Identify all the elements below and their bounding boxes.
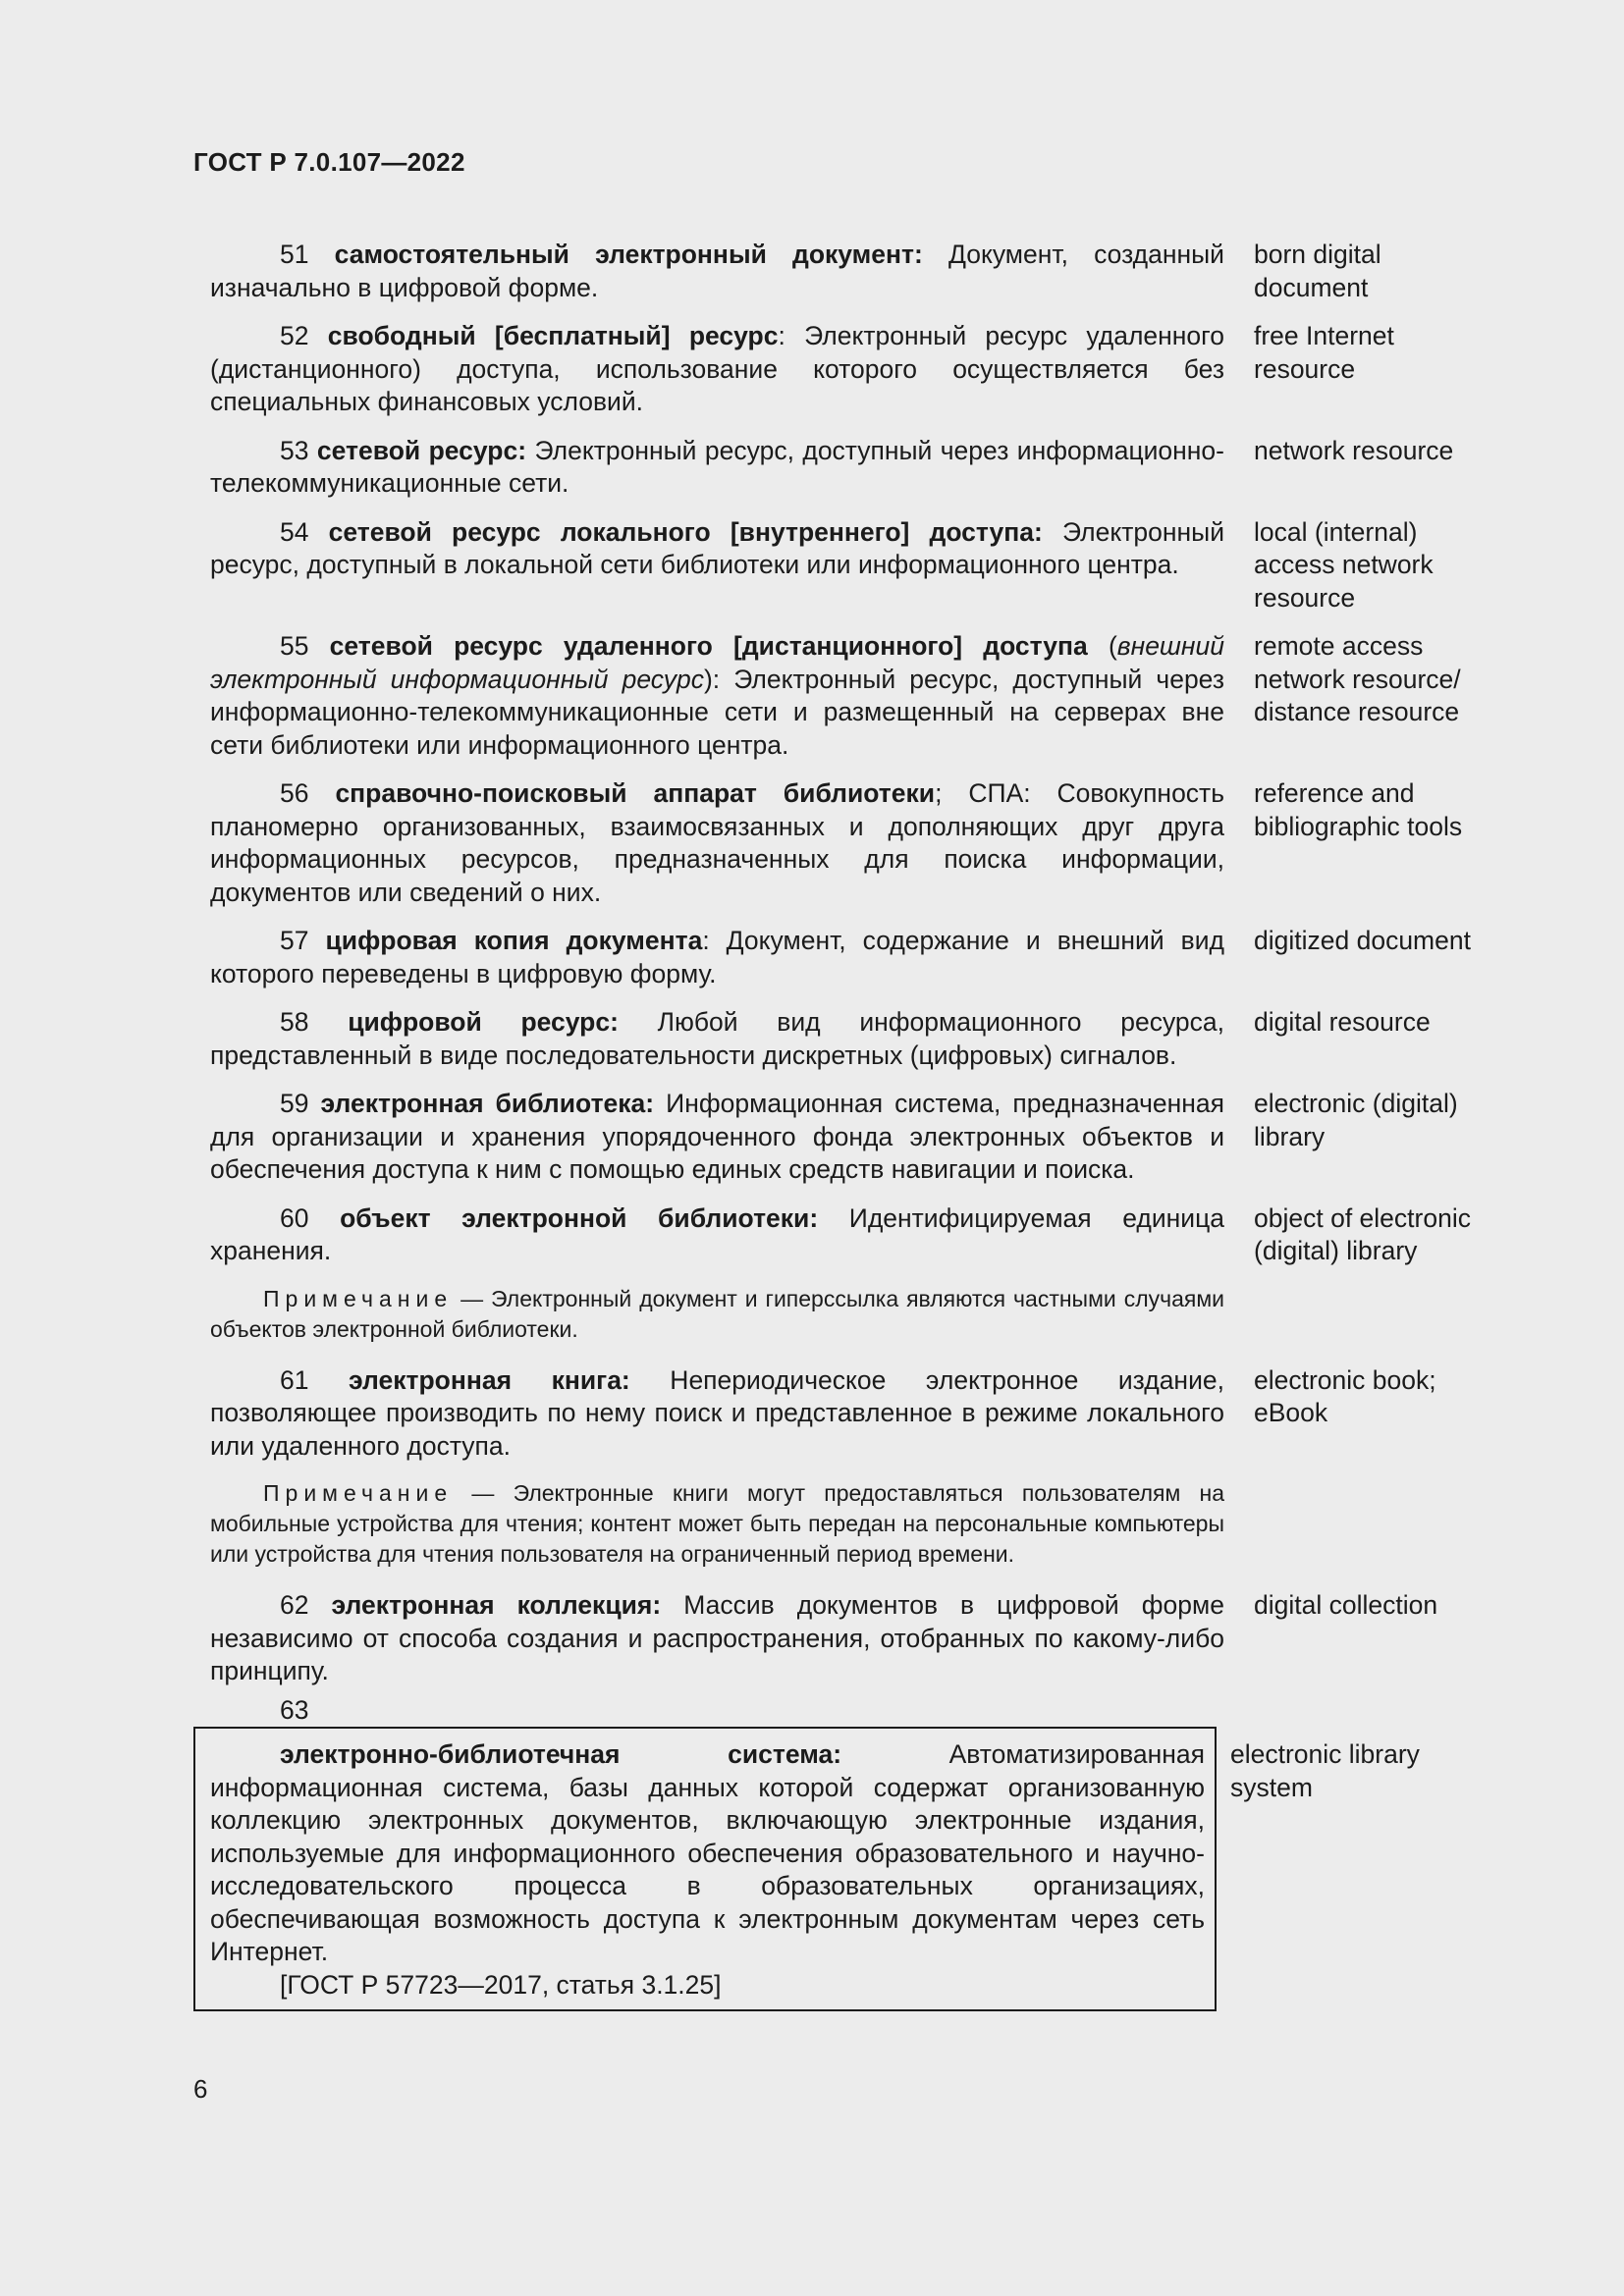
term-title: электронная коллекция: [331,1590,662,1620]
source-reference: [ГОСТ Р 57723—2017, статья 3.1.25] [280,1969,722,2000]
term-title: сетевой ресурс: [316,435,527,465]
term-entry-55 [193,630,1480,762]
note-61 [210,1478,1224,1570]
terms-list [193,239,1480,2011]
term-entry-53 [193,435,1480,501]
term-synonym: внешний электронный информационный ресурс [210,631,1224,694]
note-text: — Электронные книги могут предоставляться пользователям на мобильные устройства для чтения; контент может быть передан на персональные компьютеры или устройства для чтения пользователя на ограниченный период времени. [210,1480,1224,1567]
term-number: 55 [280,631,309,661]
term-entry-60 [193,1202,1480,1268]
term-definition [210,320,1224,419]
english-equivalent: digitized document [1254,926,1471,955]
english-equivalent: object of electronic (digital) library [1254,1202,1471,1265]
note-label: Примечание [263,1285,454,1311]
term-number: 58 [280,1007,309,1037]
term-text: Автоматизированная информационная система, базы данных которой содержат организованную коллекцию электронных документов, включающую электронные издания, используемые для информационного обеспечения образовательного и научно-исследовательского процесса в образовательных организациях, обеспечивающая возможность доступа к электронным документам через сеть Интернет. [210,1739,1205,1966]
term-entry-56 [193,777,1480,909]
term-definition [210,435,1224,501]
term-definition [210,1589,1224,1688]
term-entry-61 [193,1364,1480,1464]
english-equivalent: local (internal) access network resource [1254,516,1434,613]
english-equivalent: free Internet resource [1254,321,1394,384]
term-title: электронная книга: [349,1364,630,1395]
term-text: : Электронный ресурс удаленного (дистанционного) доступа, использование которого осуществляется без специальных финансовых условий. [210,321,1224,416]
term-entry-62 [193,1589,1480,1688]
term-text: Электронный ресурс, доступный в локальной сети библиотеки или информационного центра. [210,516,1224,579]
term-entry-51 [193,239,1480,304]
english-equivalent: remote access network resource/ distance resource [1254,631,1461,726]
term-text: Документ, созданный изначально в цифровой форме. [210,240,1224,302]
english-equivalent: electronic book; eBook [1254,1364,1436,1427]
term-text: Идентифицируемая единица хранения. [210,1202,1224,1265]
term-definition [210,777,1224,909]
english-equivalent: network resource [1254,435,1454,465]
term-definition [210,925,1224,990]
term-text: ; СПА: Совокупность планомерно организованных, взаимосвязанных и дополняющих друг друга информационных ресурсов, предназначенных для поиска информации, документов или сведений о них. [210,778,1224,907]
english-equivalent: electronic (digital) library [1254,1089,1458,1151]
term-entry-58 [193,1006,1480,1072]
english-equivalent: digital resource [1254,1007,1431,1037]
term-number: 51 [280,240,309,269]
term-title: свободный [бесплатный] ресурс [327,321,779,350]
term-title: объект электронной библиотеки: [340,1202,819,1233]
term-number: 56 [280,778,309,808]
term-text: Непериодическое электронное издание, позволяющее производить по нему поиск и представленное в режиме локального или удаленного доступа. [210,1364,1224,1461]
english-equivalent: reference and bibliographic tools [1254,778,1463,841]
term-title: сетевой ресурс удаленного [дистанционного] доступа [329,631,1088,661]
term-number: 62 [280,1590,309,1620]
document-header: ГОСТ Р 7.0.107—2022 [193,147,465,177]
term-definition [210,1364,1224,1464]
term-text: Информационная система, предназначенная для организации и хранения упорядоченного фонда электронных объектов и обеспечения доступа к ним с помощью единых средств навигации и поиска. [210,1089,1224,1184]
note-60 [210,1284,1224,1345]
term-number: 57 [280,926,309,955]
term-entry-57 [193,925,1480,990]
page-number: 6 [193,2074,208,2104]
english-equivalent: electronic library system [1230,1739,1420,1802]
term-entry-59 [193,1088,1480,1187]
term-definition [210,239,1224,304]
term-number: 53 [280,435,309,465]
term-title: цифровой ресурс: [348,1007,619,1037]
term-title: самостоятельный электронный документ: [334,240,923,269]
term-text: ): Электронный ресурс, доступный через информационно-телекоммуникационные сети и размещенный на серверах вне сети библиотеки или информационного центра. [210,664,1224,760]
term-title: электронная библиотека: [320,1089,655,1118]
term-text: Массив документов в цифровой форме независимо от способа создания и распространения, отобранных по какому-либо принципу. [210,1590,1224,1685]
term-number: 60 [280,1202,309,1233]
term-definition: 55 сетевой ресурс удаленного [дистанционного] доступа (внешний электронный информационный ресурс): Электронный ресурс, доступный через информационно-телекоммуникационные сети и размещенный на серверах вне сети библиотеки или информационного центра. [210,631,1224,760]
english-equivalent: digital collection [1254,1590,1438,1620]
term-number: 54 [280,516,309,547]
term-text: Любой вид информационного ресурса, представленный в виде последовательности дискретных (цифровых) сигналов. [210,1007,1224,1070]
term-entry-63 [193,1727,1480,2011]
term-text: Электронный ресурс, доступный через информационно-телекоммуникационные сети. [210,435,1224,498]
english-equivalent: born digital document [1254,240,1381,302]
term-text: : Документ, содержание и внешний вид которого переведены в цифровую форму. [210,926,1224,988]
term-title: электронно-библиотечная система: [280,1739,842,1769]
boxed-definition [193,1727,1217,2011]
term-entry-54 [193,516,1480,615]
term-definition [210,516,1224,582]
term-title: цифровая копия документа [325,926,703,955]
term-title: справочно-поисковый аппарат библиотеки [335,778,936,808]
note-label: Примечание [263,1480,454,1506]
term-number: 52 [280,321,309,350]
term-entry-52 [193,320,1480,419]
note-text: — Электронный документ и гиперссылка являются частными случаями объектов электронной библиотеки. [210,1285,1224,1342]
term-number-63: 63 [280,1694,309,1725]
term-number: 59 [280,1089,309,1118]
term-title: сетевой ресурс локального [внутреннего] доступа: [328,516,1043,547]
term-definition [210,1006,1224,1072]
term-definition [210,1202,1224,1268]
term-definition [210,1088,1224,1187]
term-number: 61 [280,1364,309,1395]
